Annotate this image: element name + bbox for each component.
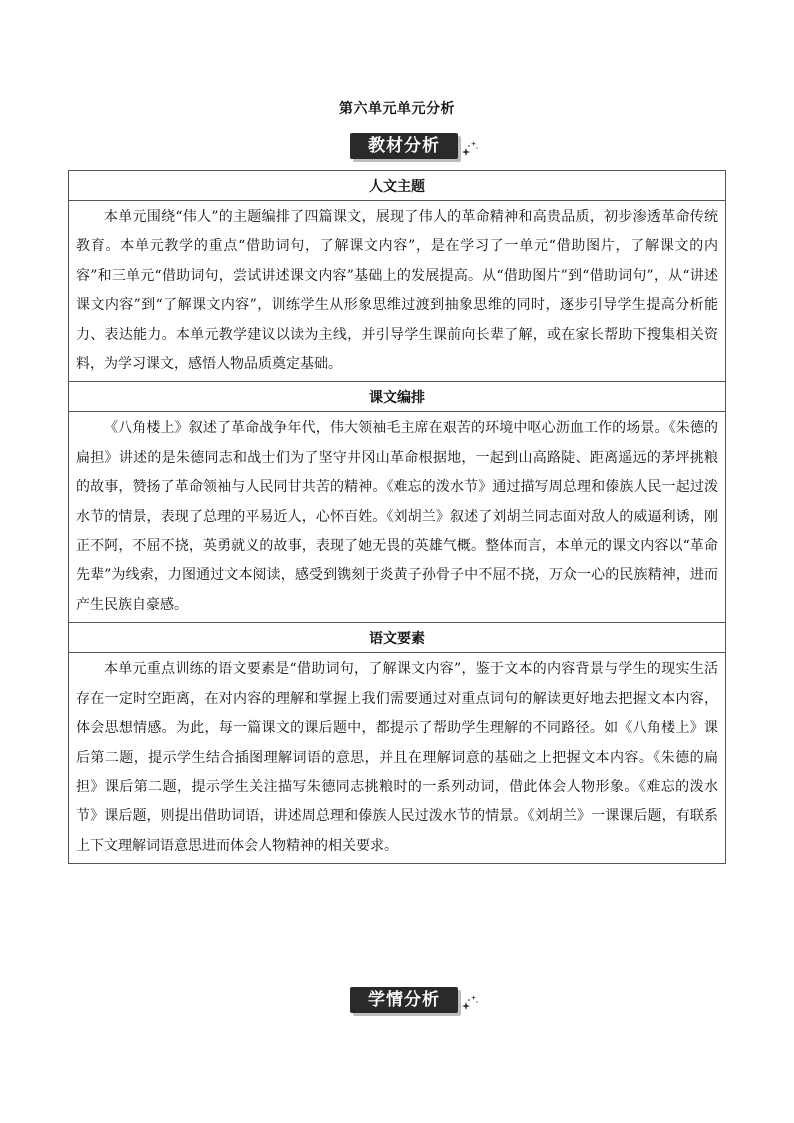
section-heading: 语文要素 — [69, 623, 726, 653]
banner-learning-analysis — [350, 987, 458, 1013]
analysis-table — [68, 170, 726, 864]
table-row — [69, 623, 726, 653]
banner-textbook-analysis — [350, 133, 458, 159]
table-row — [69, 201, 726, 382]
table-row — [69, 171, 726, 201]
table-row — [69, 412, 726, 623]
section-body: 本单元围绕“伟人”的主题编排了四篇课文，展现了伟人的革命精神和高贵品质，初步渗透革命传统教育。本单元教学的重点“借助词句，了解课文内容”，是在学习了一单元“借助图片，了解课文的内容”和三单元“借助词句，尝试讲述课文内容”基础上的发展提高。从“借助图片”到“借助词句”，从“讲述课文内容”到“了解课文内容”，训练学生从形象思维过渡到抽象思维的同时，逐步引导学生提高分析能力、表达能力。本单元教学建议以读为主线，并引导学生课前向长辈了解，或在家长帮助下搜集相关资料，为学习课文，感悟人物品质奠定基础。 — [69, 201, 726, 382]
sparkle-icon — [460, 137, 480, 157]
table-row — [69, 653, 726, 864]
section-heading: 人文主题 — [69, 171, 726, 201]
section-body: 本单元重点训练的语文要素是“借助词句，了解课文内容”，鉴于文本的内容背景与学生的现实生活存在一定时空距离，在对内容的理解和掌握上我们需要通过对重点词句的解读更好地去把握文本内容，体会思想情感。为此，每一篇课文的课后题中，都提示了帮助学生理解的不同路径。如《八角楼上》课后第二题，提示学生结合插图理解词语的意思，并且在理解词意的基础之上把握文本内容。《朱德的扁担》课后第二题，提示学生关注描写朱德同志挑粮时的一系列动词，借此体会人物形象。《难忘的泼水节》课后题，则提出借助词语，讲述周总理和傣族人民过泼水节的情景。《刘胡兰》一课课后题，有联系上下文理解词语意思进而体会人物精神的相关要求。 — [69, 653, 726, 864]
section-body: 《八角楼上》叙述了革命战争年代，伟大领袖毛主席在艰苦的环境中呕心沥血工作的场景。《朱德的扁担》讲述的是朱德同志和战士们为了坚守井冈山革命根据地，一起到山高路陡、距离遥远的茅坪挑粮的故事，赞扬了革命领袖与人民同甘共苦的精神。《难忘的泼水节》通过描写周总理和傣族人民一起过泼水节的情景，表现了总理的平易近人，心怀百姓。《刘胡兰》叙述了刘胡兰同志面对敌人的威逼利诱，刚正不阿，不屈不挠，英勇就义的故事，表现了她无畏的英雄气概。整体而言，本单元的课文内容以“革命先辈”为线索，力图通过文本阅读，感受到镌刻于炎黄子孙骨子中不屈不挠，万众一心的民族精神，进而产生民族自豪感。 — [69, 412, 726, 623]
banner-label: 教材分析 — [368, 136, 440, 156]
table-row — [69, 382, 726, 412]
document-title: 第六单元单元分析 — [339, 101, 455, 117]
banner-label: 学情分析 — [368, 990, 440, 1010]
section-heading: 课文编排 — [69, 382, 726, 412]
sparkle-icon — [460, 991, 480, 1011]
